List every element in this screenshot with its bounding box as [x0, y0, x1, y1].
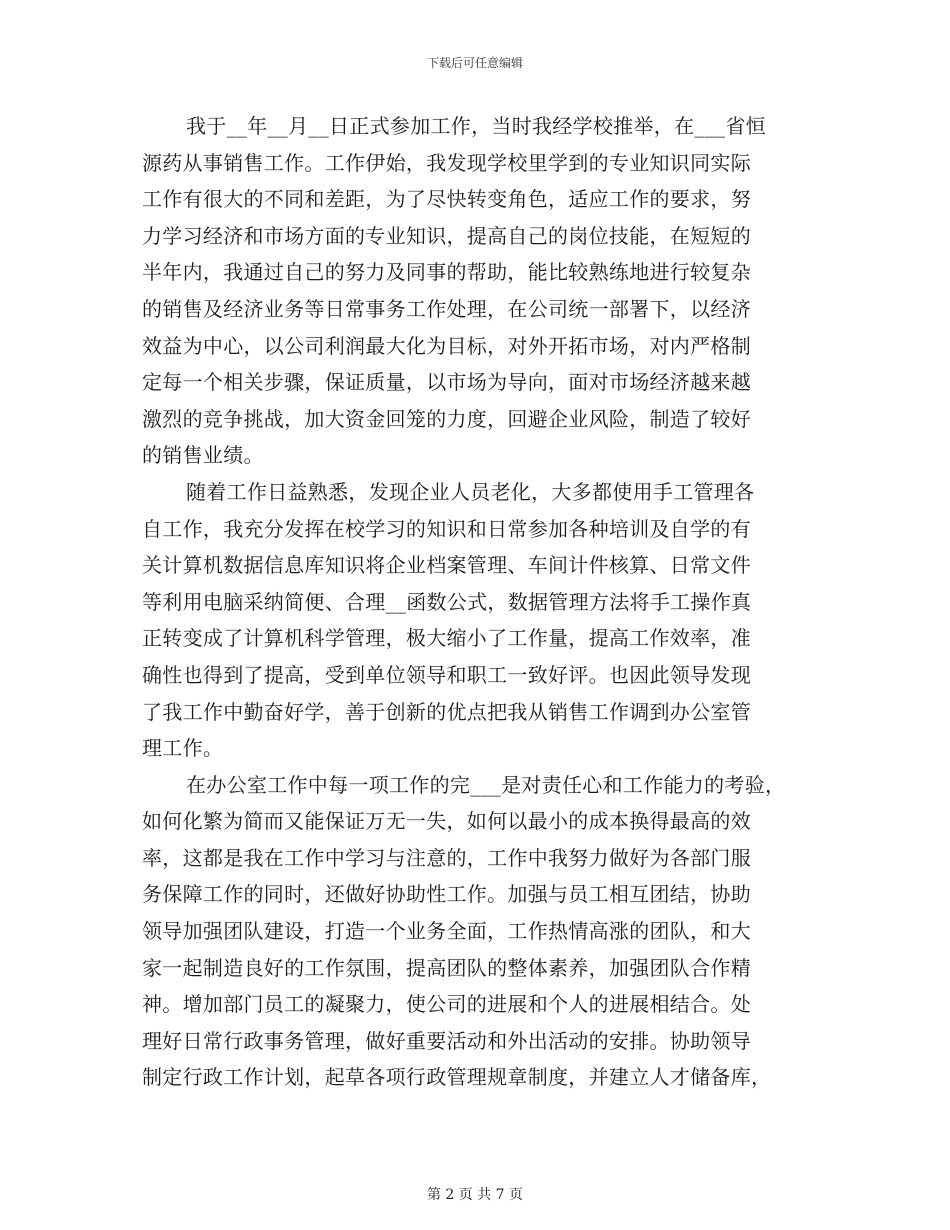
text-line: 我于__年__月__日正式参加工作，当时我经学校推举，在___省恒 [186, 114, 766, 138]
text-line: 率，这都是我在工作中学习与注意的，工作中我努力做好为各部门服 [142, 845, 751, 870]
text-line: 力学习经济和市场方面的专业知识，提高自己的岗位技能，在短短的 [142, 223, 751, 248]
text-line: 理好日常行政事务管理，做好重要活动和外出活动的安排。协助领导 [142, 1028, 751, 1053]
text-line: 理工作。 [142, 736, 224, 761]
text-line: 随着工作日益熟悉，发现企业人员老化，大多都使用手工管理各 [186, 479, 755, 504]
text-line: 制定行政工作计划，起草各项行政管理规章制度，并建立人才储备库， [142, 1065, 772, 1090]
paragraph-3 [142, 767, 812, 1096]
text-line: 了我工作中勤奋好学，善于创新的优点把我从销售工作调到办公室管 [142, 699, 751, 724]
paragraph-1 [142, 108, 812, 474]
text-line: 定每一个相关步骤，保证质量，以市场为导向，面对市场经济越来越 [142, 370, 751, 395]
text-line: 的销售业绩。 [142, 443, 264, 468]
text-line: 关计算机数据信息库知识将企业档案管理、车间计件核算、日常文件 [142, 553, 751, 578]
page-header: 下载后可任意编辑 [426, 56, 523, 70]
text-line: 工作有很大的不同和差距，为了尽快转变角色，适应工作的要求，努 [142, 187, 751, 212]
text-line: 领导加强团队建设，打造一个业务全面，工作热情高涨的团队，和大 [142, 919, 751, 944]
text-line: 半年内，我通过自己的努力及同事的帮助，能比较熟练地进行较复杂 [142, 260, 751, 285]
text-line: 家一起制造良好的工作氛围，提高团队的整体素养，加强团队合作精 [142, 955, 751, 980]
text-line: 等利用电脑采纳简便、合理__函数公式，数据管理方法将手工操作真 [142, 589, 752, 614]
text-line: 正转变成了计算机科学管理，极大缩小了工作量，提高工作效率，准 [142, 626, 751, 651]
document-body [142, 108, 812, 1096]
text-line: 自工作，我充分发挥在校学习的知识和日常参加各种培训及自学的有 [142, 516, 751, 541]
text-line: 效益为中心，以公司利润最大化为目标，对外开拓市场，对内严格制 [142, 333, 751, 358]
text-line: 如何化繁为简而又能保证万无一失，如何以最小的成本换得最高的效 [142, 809, 751, 834]
text-line: 神。增加部门员工的凝聚力，使公司的进展和个人的进展相结合。处 [142, 992, 751, 1017]
paragraph-2 [142, 474, 812, 767]
text-line: 在办公室工作中每一项工作的完___是对责任心和工作能力的考验， [186, 772, 786, 797]
text-line: 源药从事销售工作。工作伊始，我发现学校里学到的专业知识同实际 [142, 150, 751, 175]
text-line: 确性也得到了提高，受到单位领导和职工一致好评。也因此领导发现 [142, 662, 751, 687]
text-line: 激烈的竞争挑战，加大资金回笼的力度，回避企业风险，制造了较好 [142, 406, 751, 431]
page-footer: 第 2 页 共 7 页 [426, 1187, 524, 1203]
text-line: 务保障工作的同时，还做好协助性工作。加强与员工相互团结，协助 [142, 882, 751, 907]
text-line: 的销售及经济业务等日常事务工作处理，在公司统一部署下，以经济 [142, 296, 751, 321]
